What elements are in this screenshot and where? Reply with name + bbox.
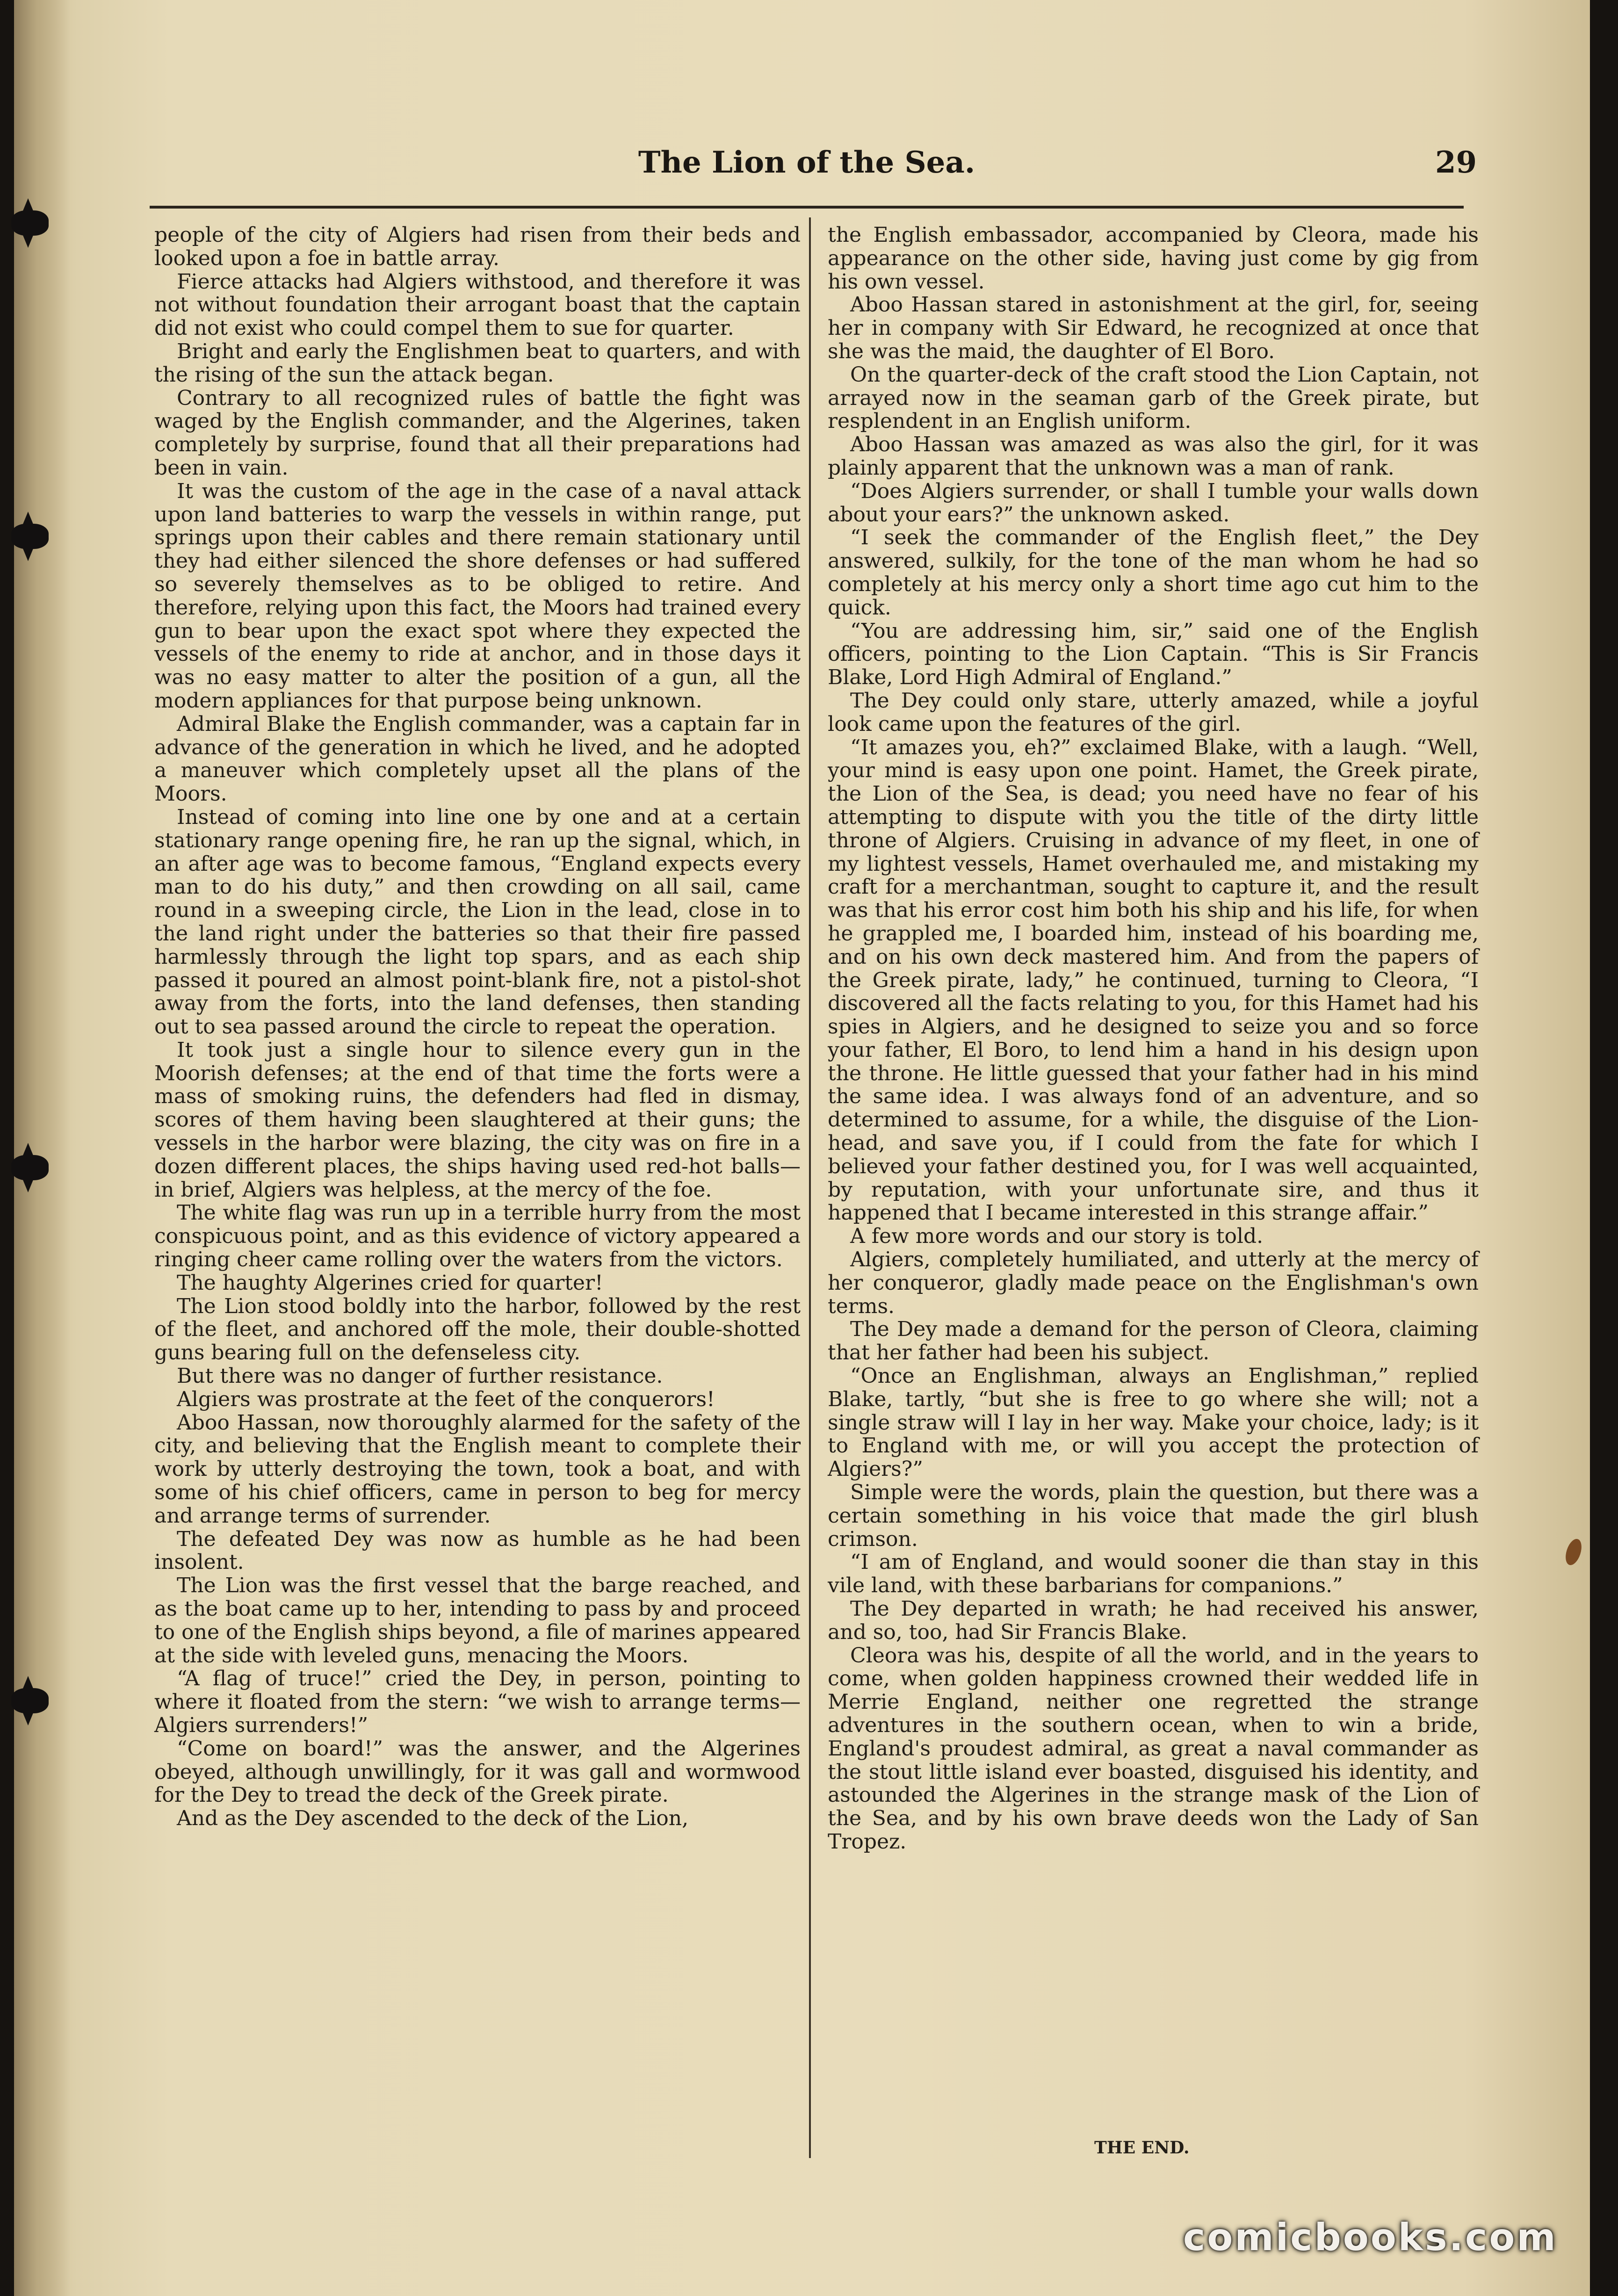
running-title: The Lion of the Sea. xyxy=(638,145,975,180)
paragraph: people of the city of Algiers had risen from their beds and looked upon a foe in battle array. xyxy=(154,223,801,270)
paragraph: “I seek the commander of the English fleet,” the Dey answered, sulkily, for the tone of the man whom he had so completely at his mercy only a short time ago cut him to the quick. xyxy=(828,526,1479,620)
paragraph: Bright and early the Englishmen beat to quarters, and with the rising of the sun the attack began. xyxy=(154,339,801,387)
right-column xyxy=(828,224,1479,1854)
paragraph: The Lion was the first vessel that the barge reached, and as the boat came up to her, intending to pass by and proceed to one of the English ships beyond, a file of marines appeared at the side with leveled guns, menacing the Moors. xyxy=(154,1574,801,1668)
paragraph: “Come on board!” was the answer, and the Algerines obeyed, although unwillingly, for it was gall and wormwood for the Dey to tread the deck of the Greek pirate. xyxy=(154,1736,801,1807)
paragraph: Aboo Hassan stared in astonishment at the girl, for, seeing her in company with Sir Edward, he recognized at once that she was the maid, the daughter of El Boro. xyxy=(828,293,1479,363)
paragraph: The Dey departed in wrath; he had received his answer, and so, too, had Sir Francis Blake. xyxy=(828,1597,1479,1644)
paragraph: “You are addressing him, sir,” said one of the English officers, pointing to the Lion Captain. “This is Sir Francis Blake, Lord High Admiral of England.” xyxy=(828,619,1479,690)
paragraph: Cleora was his, despite of all the world, and in the years to come, when golden happiness crowned their wedded life in Merrie England, neither one regretted the strange adventures in the southern ocean, when to win a bride, England's proudest admiral, as great a naval commander as the stout little island ever boasted, disguised his identity, and astounded the Algerines in the strange mask of the Lion of the Sea, and by his own brave deeds won the Lady of San Tropez. xyxy=(828,1643,1479,1854)
paragraph: On the quarter-deck of the craft stood the Lion Captain, not arrayed now in the seaman garb of the Greek pirate, but resplendent in an English uniform. xyxy=(828,362,1479,433)
paragraph: The Dey made a demand for the person of Cleora, claiming that her father had been his subject. xyxy=(828,1317,1479,1365)
binding-stitch-icon xyxy=(11,1688,49,1713)
paragraph: Fierce attacks had Algiers withstood, and therefore it was not without foundation their arrogant boast that the captain did not exist who could compel them to sue for quarter. xyxy=(154,269,801,340)
paper-stain xyxy=(1563,1537,1584,1567)
binding-stitch-icon xyxy=(11,524,49,549)
paragraph: Aboo Hassan, now thoroughly alarmed for the safety of the city, and believing that the English meant to complete their work by utterly destroying the town, took a boat, and with some of his chief officers, came in person to beg for mercy and arrange terms of surrender. xyxy=(154,1410,801,1528)
paragraph: Algiers, completely humiliated, and utterly at the mercy of her conqueror, gladly made peace on the Englishman's own terms. xyxy=(828,1248,1479,1318)
paragraph: Algiers was prostrate at the feet of the conquerors! xyxy=(177,1387,715,1411)
paragraph: “I am of England, and would sooner die than stay in this vile land, with these barbarians for companions.” xyxy=(828,1550,1479,1598)
paragraph: “A flag of truce!” cried the Dey, in person, pointing to where it floated from the stern: “we wish to arrange terms—Algiers surrenders!” xyxy=(154,1667,801,1737)
paragraph: The Lion stood boldly into the harbor, followed by the rest of the fleet, and anchored off the mole, their double-shotted guns bearing full on the defenseless city. xyxy=(154,1294,801,1365)
paragraph: Simple were the words, plain the question, but there was a certain something in his voice that made the girl blush crimson. xyxy=(828,1480,1479,1551)
binding-stitch-icon xyxy=(11,210,49,236)
the-end-label: THE END. xyxy=(1094,2138,1190,2158)
column-divider xyxy=(809,217,811,2158)
binding-stitch-icon xyxy=(11,1155,49,1180)
left-column xyxy=(154,224,801,1830)
paragraph: the English embassador, accompanied by Cleora, made his appearance on the other side, having just come by gig from his own vessel. xyxy=(828,223,1479,294)
paragraph: Admiral Blake the English commander, was a captain far in advance of the generation in which he lived, and he adopted a maneuver which completely upset all the plans of the Moors. xyxy=(154,712,801,806)
paragraph: The Dey could only stare, utterly amazed, while a joyful look came upon the features of the girl. xyxy=(828,688,1479,736)
page-header xyxy=(140,140,1477,201)
paragraph: Instead of coming into line one by one and at a certain stationary range opening fire, he ran up the signal, which, in an after age was to become famous, “England expects every man to do his duty,” and then crowding on all sail, came round in a sweeping circle, the Lion in the lead, close in to the land right under the batteries so that their fire passed harmlessly through the light top spars, and as each ship passed it poured an almost point-blank fire, not a pistol-shot away from the forts, into the land defenses, then standing out to sea passed around the circle to repeat the operation. xyxy=(154,805,801,1039)
watermark: comicbooks.com xyxy=(1183,2216,1558,2259)
paragraph: It took just a single hour to silence every gun in the Moorish defenses; at the end of that time the forts were a mass of smoking ruins, the defenders had fled in dismay, scores of them having been slaughtered at their guns; the vessels in the harbor were blazing, the city was on fire in a dozen different places, the ships having used red-hot balls—in brief, Algiers was helpless, at the mercy of the foe. xyxy=(154,1038,801,1202)
paragraph: “It amazes you, eh?” exclaimed Blake, with a laugh. “Well, your mind is easy upon one point. Hamet, the Greek pirate, the Lion of the Sea, is dead; you need have no fear of his attempting to dispute with you the title of the dirty little throne of Algiers. Cruising in advance of my fleet, in one of my lightest vessels, Hamet overhauled me, and mistaking my craft for a merchantman, sought to capture it, and the result was that his error cost him both his ship and his life, for when he grappled me, I boarded him, instead of his boarding me, and on his own deck mastered him. And from the papers of the Greek pirate, lady,” he continued, turning to Cleora, “I discovered all the facts relating to you, for this Hamet had his spies in Algiers, and he designed to seize you and so force your father, El Boro, to lend him a hand in his design upon the throne. He little guessed that your father had in his mind the same idea. I was always fond of an adventure, and so determined to assume, for a while, the disguise of the Lion-head, and save you, if I could from the fate for which I believed your father destined you, for I was well acquainted, by reputation, with your unfortunate sire, and thus it happened that I became interested in this strange affair.” xyxy=(828,735,1479,1225)
book-page xyxy=(14,0,1590,2296)
paragraph: Aboo Hassan was amazed as was also the girl, for it was plainly apparent that the unknown was a man of rank. xyxy=(828,433,1479,480)
paragraph: But there was no danger of further resistance. xyxy=(177,1364,663,1388)
paragraph: The white flag was run up in a terrible hurry from the most conspicuous point, and as this evidence of victory appeared a ringing cheer came rolling over the waters from the victors. xyxy=(154,1201,801,1272)
header-rule xyxy=(150,206,1464,209)
paragraph: “Does Algiers surrender, or shall I tumble your walls down about your ears?” the unknown asked. xyxy=(828,479,1479,527)
paragraph: Contrary to all recognized rules of battle the fight was waged by the English commander, and the Algerines, taken completely by surprise, found that all their preparations had been in vain. xyxy=(154,386,801,480)
paragraph: The defeated Dey was now as humble as he had been insolent. xyxy=(154,1527,801,1574)
paragraph: And as the Dey ascended to the deck of the Lion, xyxy=(177,1806,689,1831)
page-gutter xyxy=(14,0,70,2296)
paragraph: “Once an Englishman, always an Englishman,” replied Blake, tartly, “but she is free to go where she will; not a single straw will I lay in her way. Make your choice, lady; is it to England with me, or will you accept the protection of Algiers?” xyxy=(828,1364,1479,1481)
paragraph: It was the custom of the age in the case of a naval attack upon land batteries to warp the vessels in within range, put springs upon their cables and there remain stationary until they had either silenced the shore defenses or had suffered so severely themselves as to be obliged to retire. And therefore, relying upon this fact, the Moors had trained every gun to bear upon the exact spot where they expected the vessels of the enemy to ride at anchor, and in those days it was no easy matter to alter the position of a gun, all the modern appliances for that purpose being unknown. xyxy=(154,479,801,713)
page-number: 29 xyxy=(1435,145,1477,180)
paragraph: The haughty Algerines cried for quarter! xyxy=(177,1271,603,1295)
paragraph: A few more words and our story is told. xyxy=(850,1224,1264,1249)
